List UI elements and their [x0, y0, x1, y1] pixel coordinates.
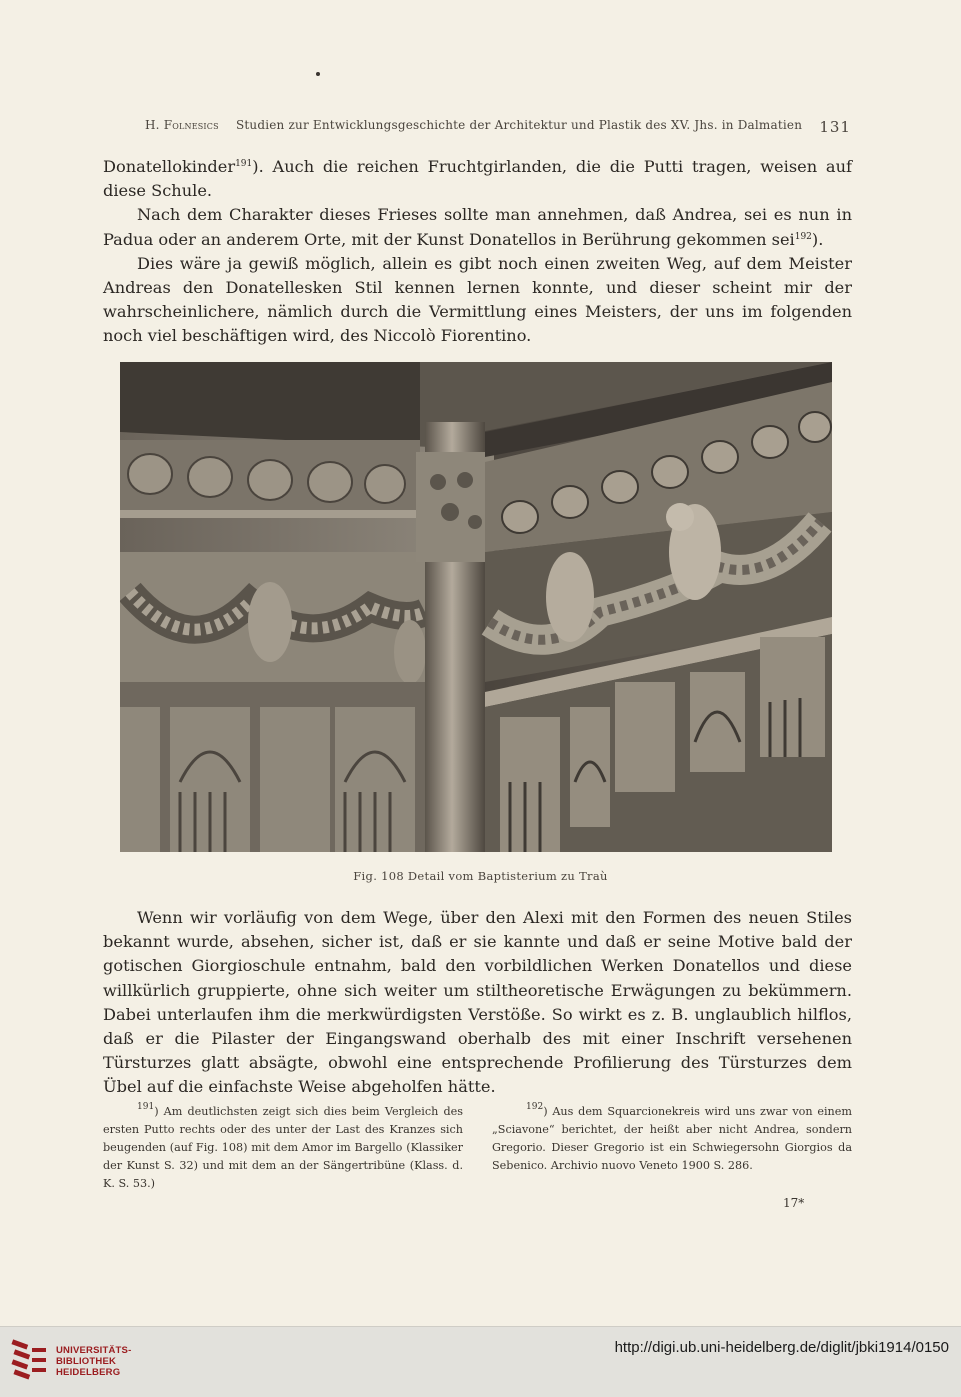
figure-caption: Fig. 108 Detail vom Baptisterium zu Traù	[353, 869, 608, 883]
signature-mark: 17*	[783, 1196, 805, 1210]
footnotes	[103, 1103, 852, 1193]
paragraph: Donatellokinder$^{191}$). Auch die reichen Fruchtgirlanden, die die Putti tragen, weisen auf diese Schule.	[103, 157, 852, 201]
figure-photograph	[120, 362, 832, 852]
paragraph: Dies wäre ja gewiß möglich, allein es gibt noch einen zweiten Weg, auf dem Meister Andreas den Donatellesken Stil kennen lernen konnte, und dieser scheint mir der wahrscheinlichere, nämlich durch die Vermittlung eines Meisters, der uns im folgenden noch viel beschäftigen wird, des Niccolò Fiorentino.	[103, 253, 852, 346]
footnote-ref-192[interactable]: 192	[794, 231, 812, 242]
ink-dot	[316, 72, 320, 76]
footer-bar	[0, 1326, 961, 1397]
footnote-192: $^{192}$) Aus dem Squarcionekreis wird uns zwar von einem „Sciavone“ berichtet, der heißt aber nicht Andrea, sondern Gregorio. Dieser Gregorio ist ein Schwiegersohn Giorgios da Sebenico. Archivio nuovo Veneto 1900 S. 286.	[492, 1102, 852, 1172]
body-text-top	[103, 155, 852, 349]
baptistery-relief-image	[120, 362, 832, 852]
paragraph: Nach dem Charakter dieses Frieses sollte man annehmen, daß Andrea, sei es nun in Padua oder an anderem Orte, mit der Kunst Donatellos in Berührung gekommen sei$^{192}$).	[103, 205, 852, 249]
header-title: Studien zur Entwicklungsgeschichte der Architektur und Plastik des XV. Jhs. in Dalmatien	[235, 118, 803, 132]
page-number: 131	[819, 118, 851, 136]
footnote-191: $^{191}$) Am deutlichsten zeigt sich dies beim Vergleich des ersten Putto rechts oder des unter der Last des Kranzes sich beugenden (auf Fig. 108) mit dem Amor im Bargello (Klassiker der Kunst S. 32) und mit dem an der Sängertribüne (Klass. d. K. S. 53.)	[103, 1102, 463, 1190]
header-author: H. Folnesics	[145, 118, 219, 132]
running-header	[145, 118, 851, 136]
footnote-ref-191[interactable]: 191	[235, 159, 253, 169]
library-name: UNIVERSITÄTS- BIBLIOTHEK HEIDELBERG	[56, 1345, 132, 1378]
body-text-bottom	[103, 906, 852, 1100]
university-library-logo-icon	[10, 1338, 50, 1386]
source-url-link[interactable]: http://digi.ub.uni-heidelberg.de/diglit/jbki1914/0150	[614, 1339, 949, 1356]
paragraph: Wenn wir vorläufig von dem Wege, über den Alexi mit den Formen des neuen Stiles bekannt wurde, absehen, sicher ist, daß er sie kannte und daß er seine Motive bald der gotischen Giorgioschule entnahm, bald den vorbildlichen Werken Donatellos und diese willkürlich gruppierte, ohne sich weiter um stiltheoretische Erwägungen zu bekümmern. Dabei unterlaufen ihm die merkwürdigsten Verstöße. So wirkt es z. B. unglaublich hilflos, daß er die Pilaster der Eingangswand oberhalb des mit einer Inschrift versehenen Türsturzes glatt absägte, obwohl eine entsprechende Profilierung des Türsturzes dem Übel auf die einfachste Weise abgeholfen hätte.	[103, 908, 852, 1097]
